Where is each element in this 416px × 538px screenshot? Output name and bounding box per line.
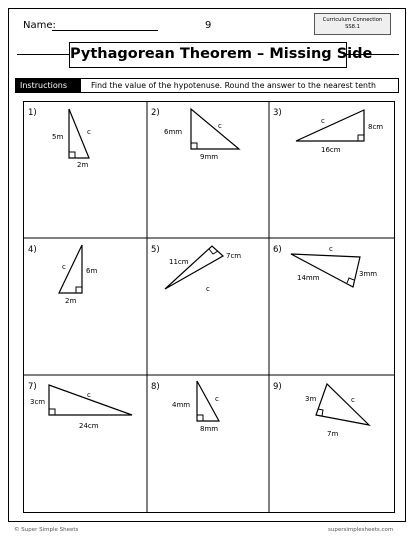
problem-number: 4) <box>28 245 37 255</box>
problem-number: 8) <box>151 382 160 392</box>
hypotenuse-label: c <box>87 391 91 399</box>
side-label: 7cm <box>226 252 242 260</box>
instructions-tag: Instructions <box>16 79 81 92</box>
side-label: 11cm <box>169 258 189 266</box>
side-label: 8mm <box>200 425 219 433</box>
triangle-7 <box>49 385 132 415</box>
triangle-6 <box>291 254 360 287</box>
side-label: 16cm <box>321 146 341 154</box>
problem-number: 6) <box>273 245 282 255</box>
side-label: 4mm <box>172 401 191 409</box>
curriculum-code: SS8.1 <box>345 23 360 30</box>
side-label: 3mm <box>359 270 378 278</box>
hypotenuse-label: c <box>206 285 210 293</box>
side-label: 7m <box>327 430 339 438</box>
problem-grid-svg <box>23 101 395 513</box>
name-line <box>52 30 158 31</box>
triangle-2 <box>191 109 239 149</box>
problem-grid <box>23 101 395 513</box>
hypotenuse-label: c <box>321 117 325 125</box>
hypotenuse-label: c <box>87 128 91 136</box>
side-label: 9mm <box>200 153 219 161</box>
instructions-bar <box>15 78 399 93</box>
side-label: 3m <box>305 395 317 403</box>
hypotenuse-label: c <box>329 245 333 253</box>
name-label: Name: <box>23 20 56 31</box>
side-label: 8cm <box>368 123 384 131</box>
side-label: 24cm <box>79 422 99 430</box>
curriculum-title: Curriculum Connection <box>322 17 383 23</box>
side-label: 3cm <box>30 398 46 406</box>
problem-number: 9) <box>273 382 282 392</box>
triangle-1 <box>69 109 89 158</box>
side-label: 2m <box>65 297 77 305</box>
side-label: 2m <box>77 161 89 169</box>
hypotenuse-label: c <box>351 396 355 404</box>
footer-website: supersimplesheets.com <box>328 527 394 533</box>
hypotenuse-label: c <box>218 122 222 130</box>
triangle-3 <box>296 110 364 141</box>
problem-number: 2) <box>151 108 160 118</box>
problem-number: 5) <box>151 245 160 255</box>
side-label: 14mm <box>297 274 320 282</box>
triangle-9 <box>316 384 369 425</box>
footer-copyright: © Super Simple Sheets <box>14 527 79 533</box>
side-label: 6mm <box>164 128 183 136</box>
problem-number: 3) <box>273 108 282 118</box>
side-label: 5m <box>52 133 64 141</box>
page-number: 9 <box>205 20 212 31</box>
instructions-text: Find the value of the hypotenuse. Round the answer to the nearest tenth <box>91 81 376 90</box>
problem-number: 7) <box>28 382 37 392</box>
worksheet-title: Pythagorean Theorem – Missing Side <box>69 42 347 68</box>
triangle-5 <box>165 246 223 289</box>
side-label: 6m <box>86 267 98 275</box>
hypotenuse-label: c <box>62 263 66 271</box>
curriculum-connection-box <box>314 13 391 35</box>
problem-number: 1) <box>28 108 37 118</box>
hypotenuse-label: c <box>215 395 219 403</box>
